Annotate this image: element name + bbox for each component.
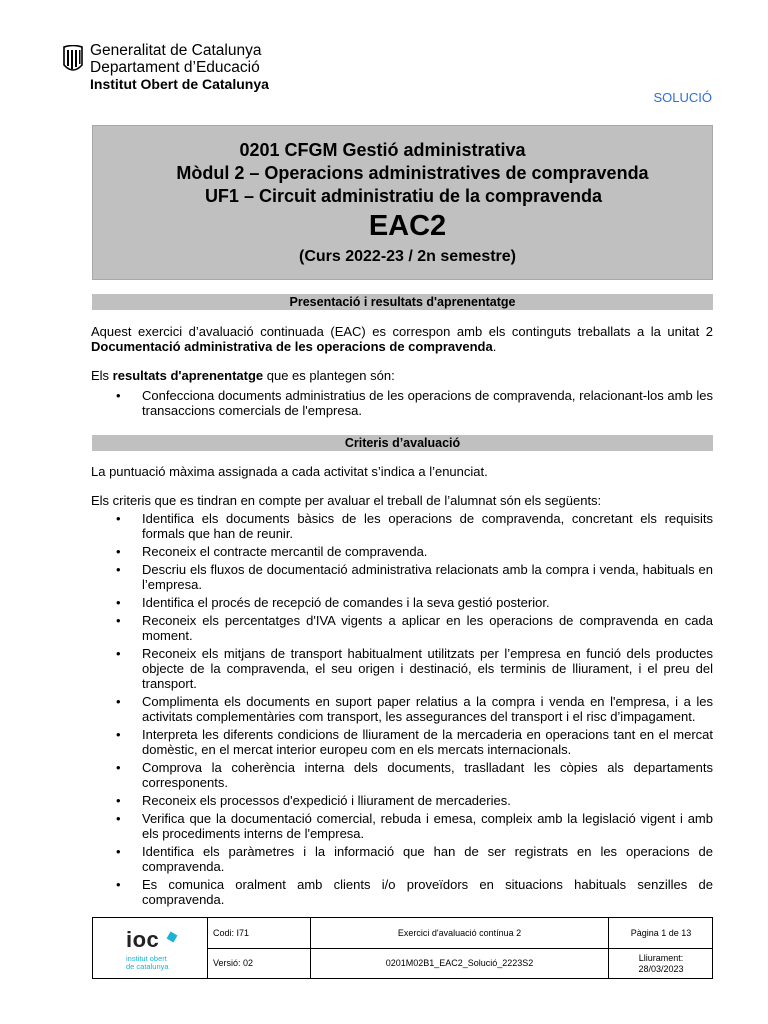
- intro-end: .: [492, 339, 497, 354]
- org-header: [62, 42, 269, 93]
- org-line-departament: Departament d’Educació: [90, 59, 260, 76]
- section1-body: [91, 324, 713, 421]
- list-item: [91, 388, 713, 418]
- page-footer: [92, 917, 713, 979]
- list-item-text: Descriu els fluxos de documentació administrativa relacionats amb la compra i venda, habituals en l’empresa.: [142, 562, 713, 592]
- list-item-text: Complimenta els documents en suport paper relatius a la compra i venda en l'empresa, i a les activitats complementàries com transport, les assegurances del transport i el risc d’impagament.: [142, 694, 713, 724]
- list-item-text: Comprova la coherència interna dels documents, traslladant les còpies als departaments corresponents.: [142, 760, 713, 790]
- list-item-text: Interpreta les diferents condicions de lliurament de la mercaderia en operacions tant en el mercat domèstic, en el mercat interior europeu com en els mercats internacionals.: [142, 727, 713, 757]
- org-line-institut: Institut Obert de Catalunya: [90, 76, 269, 92]
- title-box: [92, 125, 713, 280]
- lliurament-date: 28/03/2023: [638, 963, 684, 974]
- solucio-label: SOLUCIÓ: [653, 90, 712, 105]
- footer-pagina: Pàgina 1 de 13: [630, 927, 692, 938]
- ioc-logo-dot-icon: [167, 932, 178, 943]
- list-item-text: Es comunica oralment amb clients i/o proveïdors en situacions habituals senzilles de compravenda.: [142, 877, 713, 907]
- ioc-logo-subtitle: [126, 955, 169, 971]
- lliurament-label: Lliurament:: [638, 952, 684, 963]
- ioc-logo-text: ioc: [126, 927, 160, 952]
- bullet-icon: •: [116, 511, 121, 526]
- bullet-icon: •: [116, 613, 121, 628]
- footer-versio: Versió: 02: [213, 958, 254, 968]
- bullet-icon: •: [116, 760, 121, 775]
- generalitat-logo-icon: [62, 45, 84, 75]
- list-item: [91, 811, 713, 841]
- list-item-text: Identifica el procés de recepció de comandes i la seva gestió posterior.: [142, 595, 550, 610]
- list-item-text: Reconeix els processos d'expedició i lliurament de mercaderies.: [142, 793, 511, 808]
- bullet-icon: •: [116, 562, 121, 577]
- list-item: [91, 544, 713, 559]
- footer-exercici: Exercici d'avaluació contínua 2: [397, 927, 522, 938]
- org-text: [90, 42, 269, 93]
- intro-paragraph: [91, 324, 713, 354]
- ioc-logo-sub2: de catalunya: [126, 962, 169, 971]
- criteria-intro: Els criteris que es tindran en compte per avaluar el treball de l’alumnat són els següents:: [91, 493, 602, 508]
- unit-title: UF1 – Circuit administratiu de la compravenda: [204, 186, 603, 206]
- list-item: [91, 844, 713, 874]
- section2-body: [91, 464, 713, 910]
- list-item: [91, 694, 713, 724]
- results-bold: resultats d'aprenentatge: [112, 368, 264, 383]
- list-item: [91, 613, 713, 643]
- list-item-text: Verifica que la documentació comercial, rebuda i emesa, compleix amb la legislació vigent i amb els procediments interns de l'empresa.: [142, 811, 713, 841]
- list-item-text: Reconeix els mitjans de transport habitualment utilitzats per l’empresa en funció dels productes objecte de la compravenda, el seu origen i destinació, els terminis de lliurament, i el preu del transport.: [142, 646, 713, 691]
- list-item: [91, 595, 713, 610]
- intro-text: Aquest exercici d’avaluació continuada (EAC) es correspon amb els continguts treballats a la unitat 2: [91, 324, 713, 339]
- bullet-icon: •: [116, 877, 121, 892]
- course-year: (Curs 2022-23 / 2n semestre): [299, 248, 516, 265]
- list-item-text: Confecciona documents administratius de les operacions de compravenda, relacionant-los amb les transaccions comercials de l'empresa.: [142, 388, 713, 418]
- list-item-text: Reconeix el contracte mercantil de compravenda.: [142, 544, 428, 559]
- results-pre: Els: [91, 368, 113, 383]
- org-line-generalitat: Generalitat de Catalunya: [90, 42, 262, 59]
- course-title: 0201 CFGM Gestió administrativa: [239, 140, 526, 160]
- footer-filename: 0201M02B1_EAC2_Solució_2223S2: [385, 958, 534, 968]
- footer-lliurament: [609, 949, 713, 978]
- results-post: que es plantegen són:: [263, 368, 395, 383]
- bullet-icon: •: [116, 544, 121, 559]
- list-item: [91, 727, 713, 757]
- bullet-icon: •: [116, 844, 121, 859]
- section-heading-criteris: Criteris d’avaluació: [92, 435, 713, 451]
- list-item: [91, 793, 713, 808]
- list-item: [91, 877, 713, 907]
- list-item-text: Identifica els documents bàsics de les operacions de compravenda, concretant els requisits formals que han de reunir.: [142, 511, 713, 541]
- bullet-icon: •: [116, 694, 121, 709]
- bullet-icon: •: [116, 727, 121, 742]
- list-item: [91, 760, 713, 790]
- ioc-logo-sub1: institut obert: [126, 954, 167, 963]
- bullet-icon: •: [116, 646, 121, 661]
- bullet-icon: •: [116, 793, 121, 808]
- criteria-list: [91, 511, 713, 907]
- score-paragraph: La puntuació màxima assignada a cada activitat s’indica a l’enunciat.: [91, 464, 488, 479]
- results-intro: [91, 368, 713, 383]
- list-item: [91, 511, 713, 541]
- module-title: Mòdul 2 – Operacions administratives de compravenda: [176, 163, 649, 183]
- list-item: [91, 646, 713, 691]
- list-item-text: Reconeix els percentatges d'IVA vigents a aplicar en les operacions de compravenda en cada moment.: [142, 613, 713, 643]
- section-heading-presentacio: Presentació i resultats d'aprenentatge: [92, 294, 713, 310]
- bullet-icon: •: [116, 811, 121, 826]
- footer-codi: Codi: I71: [213, 927, 250, 938]
- bullet-icon: •: [116, 388, 121, 403]
- ioc-logo: [93, 918, 208, 978]
- bullet-icon: •: [116, 595, 121, 610]
- list-item: [91, 562, 713, 592]
- intro-bold: Documentació administrativa de les operacions de compravenda: [91, 339, 493, 354]
- list-item-text: Identifica els paràmetres i la informació que han de ser registrats en les operacions de compravenda.: [142, 844, 713, 874]
- results-list: [91, 388, 713, 418]
- exercise-title: EAC2: [368, 210, 447, 242]
